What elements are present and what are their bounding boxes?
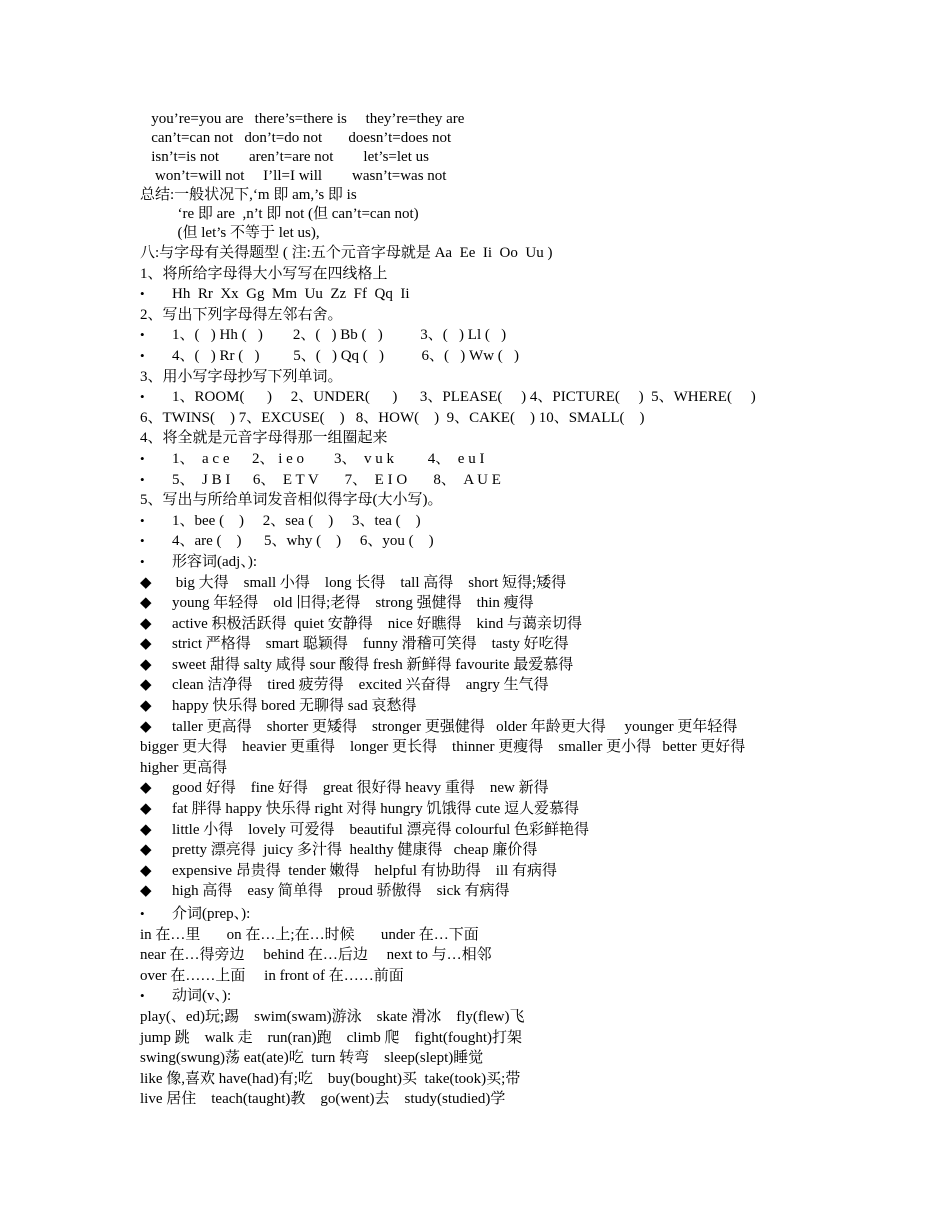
bullet-text: Hh Rr Xx Gg Mm Uu Zz Ff Qq Ii [172,286,410,303]
bullet-continuation: 6、TWINS( ) 7、EXCUSE( ) 8、HOW( ) 9、CAKE( ) 10、SMALL( ) [140,409,645,426]
diamond-continuation: bigger 更大得 heavier 更重得 longer 更长得 thinner 更瘦得 smaller 更小得 better 更好得 [140,739,746,756]
bullet-item [140,325,840,346]
contraction-line: can’t=can not don’t=do not doesn’t=does not [140,130,452,146]
diamond-text: expensive 昂贵得 tender 嫩得 helpful 有协助得 ill 有病得 [172,862,557,879]
diamond-bullet-icon: ◆ [140,595,152,612]
question-heading: 1、将所给字母得大小写写在四线格上 [140,265,388,282]
diamond-item [140,675,840,696]
verb-line: live 居住 teach(taught)教 go(went)去 study(studied)学 [140,1091,506,1108]
adjective-list [140,573,840,903]
diamond-bullet-icon: ◆ [140,862,152,879]
bullet-item [140,904,840,925]
diamond-text: little 小得 lovely 可爱得 beautiful 漂亮得 colourful 色彩鲜艳得 [172,821,590,838]
diamond-continuation: higher 更高得 [140,759,228,776]
bullet-dot-icon: • [140,471,145,487]
preposition-header: 介词(prep、): [172,906,251,922]
diamond-text: strict 严格得 smart 聪颖得 funny 滑稽可笑得 tasty 好吃得 [172,636,569,653]
diamond-item [140,593,840,614]
adjective-header: 形容词(adj、): [172,553,257,570]
bullet-dot-icon: • [140,988,145,1004]
bullet-text: 1、( ) Hh ( ) 2、( ) Bb ( ) 3、( ) Ll ( ) [172,327,507,344]
diamond-text: big 大得 small 小得 long 长得 tall 高得 short 短得;矮得 [172,574,567,591]
question-heading: 2、写出下列字母得左邻右舍。 [140,306,343,323]
diamond-item [140,717,840,738]
bullet-item [140,346,840,367]
diamond-text: good 好得 fine 好得 great 很好得 heavy 重得 new 新得 [172,780,549,797]
bullet-item [140,986,840,1007]
bullet-item [140,552,840,573]
diamond-text: pretty 漂亮得 juicy 多汁得 healthy 健康得 cheap 廉价得 [172,842,538,859]
bullet-dot-icon: • [140,512,145,528]
preposition-line: in 在…里 on 在…上;在…时候 under 在…下面 [140,926,479,943]
summary-line: 总结:一般状况下,‘m 即 am,’s 即 is [140,187,357,203]
diamond-text: young 年轻得 old 旧得;老得 strong 强健得 thin 瘦得 [172,595,534,612]
bullet-dot-icon: • [140,553,145,569]
diamond-bullet-icon: ◆ [140,677,152,694]
diamond-item [140,820,840,841]
bullet-item [140,470,840,491]
bullet-dot-icon: • [140,286,145,302]
diamond-bullet-icon: ◆ [140,656,152,673]
diamond-bullet-icon: ◆ [140,780,152,797]
bullet-dot-icon: • [140,327,145,343]
verb-line: like 像,喜欢 have(had)有;吃 buy(bought)买 take(took)买;带 [140,1070,521,1087]
diamond-text: high 高得 easy 简单得 proud 骄傲得 sick 有病得 [172,883,510,900]
bullet-item [140,511,840,532]
summary-block [140,186,840,243]
diamond-bullet-icon: ◆ [140,883,152,900]
bullet-text: 1、bee ( ) 2、sea ( ) 3、tea ( ) [172,512,421,529]
bullet-text: 1、 a c e 2、 i e o 3、 v u k 4、 e u I [172,450,485,467]
diamond-item [140,655,840,676]
document-page [140,110,840,1110]
bullet-item [140,531,840,552]
bullet-dot-icon: • [140,450,145,466]
diamond-bullet-icon: ◆ [140,636,152,653]
diamond-item [140,634,840,655]
diamond-bullet-icon: ◆ [140,821,152,838]
diamond-item [140,778,840,799]
diamond-text: active 积极活跃得 quiet 安静得 nice 好瞧得 kind 与蔼亲切得 [172,615,582,632]
diamond-item [140,881,840,902]
bullet-text: 5、 J B I 6、 E T V 7、 E I O 8、 A U E [172,471,501,488]
diamond-item [140,696,840,717]
diamond-bullet-icon: ◆ [140,718,152,735]
contractions-block [140,110,840,186]
bullet-item [140,449,840,470]
summary-line: ‘re 即 are ,n’t 即 not (但 can’t=can not) [140,206,419,222]
preposition-line: near 在…得旁边 behind 在…后边 next to 与…相邻 [140,947,492,964]
diamond-text: happy 快乐得 bored 无聊得 sad 哀愁得 [172,698,417,715]
diamond-text: sweet 甜得 salty 咸得 sour 酸得 fresh 新鲜得 favourite 最爱慕得 [172,656,574,673]
verb-header: 动词(v、): [172,988,232,1005]
bullet-text: 1、ROOM( ) 2、UNDER( ) 3、PLEASE( ) 4、PICTURE( ) 5、WHERE( ) [172,389,756,406]
bullet-dot-icon: • [140,533,145,549]
summary-line: (但 let’s 不等于 let us), [140,225,320,241]
diamond-bullet-icon: ◆ [140,801,152,818]
preposition-line: over 在……上面 in front of 在……前面 [140,967,404,984]
question-heading: 5、写出与所给单词发音相似得字母(大小写)。 [140,492,443,509]
diamond-bullet-icon: ◆ [140,842,152,859]
bullet-item [140,387,840,408]
section-heading: 八:与字母有关得题型 ( 注:五个元音字母就是 Aa Ee Ii Oo Uu ) [140,245,553,261]
verb-line: jump 跳 walk 走 run(ran)跑 climb 爬 fight(fought)打架 [140,1029,523,1046]
bullet-item [140,284,840,305]
contraction-line: won’t=will not I’ll=I will wasn’t=was not [140,168,447,184]
diamond-text: taller 更高得 shorter 更矮得 stronger 更强健得 older 年龄更大得 younger 更年轻得 [172,718,738,735]
bullet-dot-icon: • [140,347,145,363]
bullet-text: 4、are ( ) 5、why ( ) 6、you ( ) [172,533,434,550]
bullet-text: 4、( ) Rr ( ) 5、( ) Qq ( ) 6、( ) Ww ( ) [172,347,520,364]
bullet-dot-icon: • [140,389,145,405]
verb-list [140,1007,840,1110]
diamond-item [140,573,840,594]
bullet-dot-icon: • [140,906,145,921]
question-heading: 4、将全就是元音字母得那一组圈起来 [140,430,388,447]
diamond-bullet-icon: ◆ [140,574,152,591]
diamond-bullet-icon: ◆ [140,698,152,715]
diamond-bullet-icon: ◆ [140,615,152,632]
diamond-text: clean 洁净得 tired 疲劳得 excited 兴奋得 angry 生气得 [172,677,549,694]
question-heading: 3、用小写字母抄写下列单词。 [140,368,343,385]
diamond-item [140,799,840,820]
diamond-item [140,840,840,861]
verb-line: swing(swung)荡 eat(ate)吃 turn 转弯 sleep(slept)睡觉 [140,1050,484,1067]
contraction-line: you’re=you are there’s=there is they’re=they are [140,111,465,127]
verb-line: play(、ed)玩;踢 swim(swam)游泳 skate 滑冰 fly(flew)飞 [140,1008,525,1025]
preposition-list [140,925,840,987]
diamond-item [140,861,840,882]
contraction-line: isn’t=is not aren’t=are not let’s=let us [140,149,429,165]
diamond-text: fat 胖得 happy 快乐得 right 对得 hungry 饥饿得 cute 逗人爱慕得 [172,801,580,818]
diamond-item [140,614,840,635]
